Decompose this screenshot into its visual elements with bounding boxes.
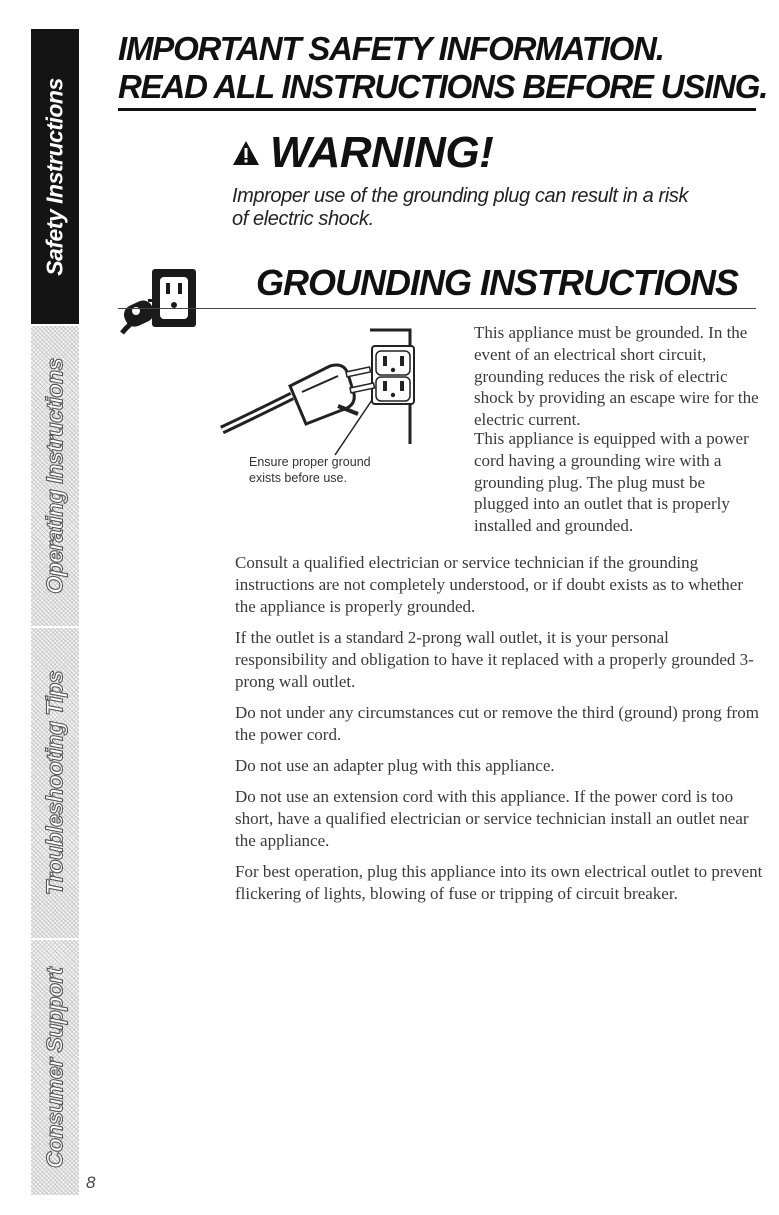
plug-outlet-icon (118, 263, 208, 345)
body-paragraph: Do not under any circumstances cut or remove the third (ground) prong from the power cord. (235, 703, 760, 744)
warning-title: WARNING! (270, 128, 494, 177)
warning-text: Improper use of the grounding plug can result in a risk of electric shock. (232, 185, 689, 230)
tab-label: Safety Instructions (41, 77, 68, 276)
headline-line-2: READ ALL INSTRUCTIONS BEFORE USING. (118, 68, 768, 105)
body-paragraph: This appliance must be grounded. In the event of an electrical short circuit, grounding reduces the risk of electric shock by providing an escape wire for the electric current. (474, 323, 759, 430)
tab-troubleshooting-tips[interactable] (31, 628, 79, 938)
grounding-title: GROUNDING INSTRUCTIONS (256, 262, 738, 303)
warning-triangle-icon (232, 140, 260, 166)
body-paragraph: Do not use an adapter plug with this appliance. (235, 756, 555, 775)
tab-label: Troubleshooting Tips (41, 670, 68, 896)
body-paragraph: This appliance is equipped with a power cord having a grounding wire with a grounding plug. The plug must be plugged into an outlet that is properly installed and grounded. (474, 429, 749, 536)
headline-rule (118, 108, 756, 111)
side-tab-column (31, 29, 79, 1195)
tab-label: Operating Instructions (41, 358, 68, 594)
body-paragraph: Do not use an extension cord with this appliance. If the power cord is too short, have a qualified electrician or service technician install an outlet near the appliance. (235, 787, 749, 850)
body-paragraph: For best operation, plug this appliance into its own electrical outlet to prevent flickering of lights, blowing of fuse or tripping of circuit breaker. (235, 862, 763, 903)
body-paragraph: If the outlet is a standard 2-prong wall outlet, it is your personal responsibility and obligation to have it replaced with a properly grounded 3-prong wall outlet. (235, 628, 754, 691)
tab-safety-instructions[interactable] (31, 29, 79, 324)
warning-heading (232, 128, 493, 178)
tab-operating-instructions[interactable] (31, 326, 79, 626)
headline-line-1: IMPORTANT SAFETY INFORMATION. (118, 30, 664, 67)
tab-label: Consumer Support (41, 967, 68, 1168)
page-headline (118, 30, 767, 106)
illustration-caption: Ensure proper ground exists before use. (249, 455, 371, 485)
body-paragraph: Consult a qualified electrician or service technician if the grounding instructions are not completely understood, or if doubt exists as to whether the appliance is properly grounded. (235, 553, 744, 616)
page-number: 8 (86, 1173, 96, 1192)
section-rule (118, 308, 756, 309)
tab-consumer-support[interactable] (31, 940, 79, 1195)
grounding-plug-illustration (220, 322, 470, 457)
